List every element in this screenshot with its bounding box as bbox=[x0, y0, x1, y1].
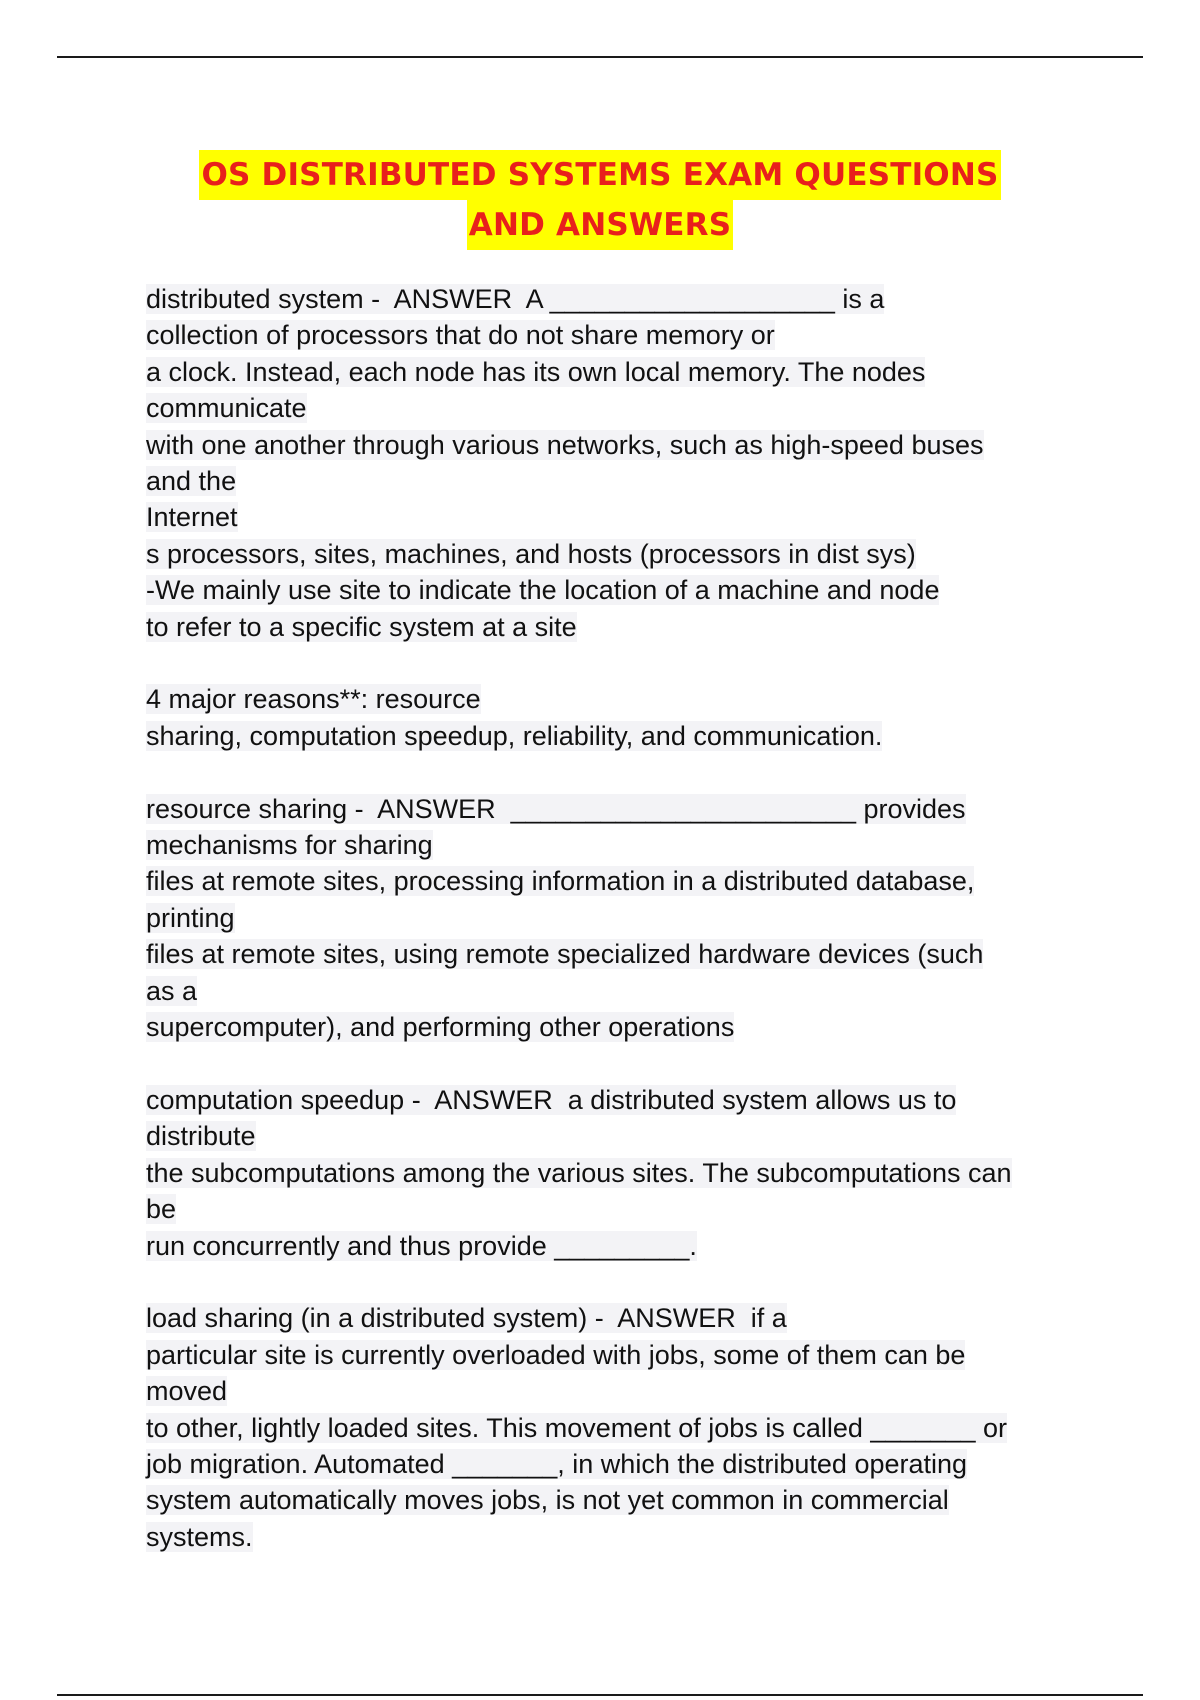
text-line: files at remote sites, processing information in a distributed database, bbox=[146, 866, 975, 897]
title-line-1: OS DISTRIBUTED SYSTEMS EXAM QUESTIONS bbox=[199, 150, 1000, 200]
text-line: the subcomputations among the various sites. The subcomputations can bbox=[146, 1157, 1012, 1188]
text-line: distribute bbox=[146, 1121, 256, 1152]
text-line: mechanisms for sharing bbox=[146, 830, 433, 861]
text-line: computation speedup - ANSWER a distributed system allows us to bbox=[146, 1084, 957, 1115]
text-line: with one another through various networks, such as high-speed buses bbox=[146, 429, 984, 460]
qa-paragraph-distributed-system bbox=[146, 281, 1066, 645]
qa-paragraph-resource-sharing bbox=[146, 791, 1066, 1046]
text-line: particular site is currently overloaded with jobs, some of them can be bbox=[146, 1339, 966, 1370]
text-line: resource sharing - ANSWER _______________________ provides bbox=[146, 793, 966, 824]
text-line: supercomputer), and performing other operations bbox=[146, 1012, 735, 1043]
text-line: to other, lightly loaded sites. This movement of jobs is called _______ or bbox=[146, 1412, 1007, 1443]
text-line: 4 major reasons**: resource bbox=[146, 684, 481, 715]
text-line: Internet bbox=[146, 502, 238, 533]
top-rule bbox=[57, 56, 1143, 58]
qa-paragraph-major-reasons bbox=[146, 681, 1066, 754]
text-line: printing bbox=[146, 902, 235, 933]
text-line: be bbox=[146, 1194, 177, 1225]
text-line: and the bbox=[146, 466, 237, 497]
bottom-rule bbox=[57, 1694, 1143, 1696]
title-line-2: AND ANSWERS bbox=[467, 200, 734, 250]
text-line: distributed system - ANSWER A ___________________ is a bbox=[146, 284, 885, 314]
text-line: to refer to a specific system at a site bbox=[146, 611, 577, 642]
document-body bbox=[146, 281, 1066, 1592]
text-line: as a bbox=[146, 975, 198, 1006]
text-line: load sharing (in a distributed system) - ANSWER if a bbox=[146, 1303, 787, 1334]
document-title bbox=[0, 150, 1200, 250]
text-line: files at remote sites, using remote specialized hardware devices (such bbox=[146, 939, 984, 970]
text-line: a clock. Instead, each node has its own local memory. The nodes bbox=[146, 356, 926, 387]
qa-paragraph-computation-speedup bbox=[146, 1082, 1066, 1264]
text-line: s processors, sites, machines, and hosts (processors in dist sys) bbox=[146, 538, 916, 569]
text-line: -We mainly use site to indicate the location of a machine and node bbox=[146, 575, 940, 606]
qa-paragraph-load-sharing bbox=[146, 1300, 1066, 1555]
text-line: job migration. Automated _______, in which the distributed operating bbox=[146, 1448, 968, 1479]
text-line: moved bbox=[146, 1376, 228, 1407]
text-line: sharing, computation speedup, reliability, and communication. bbox=[146, 720, 883, 751]
text-line: collection of processors that do not share memory or bbox=[146, 320, 775, 351]
text-line: system automatically moves jobs, is not yet common in commercial bbox=[146, 1485, 949, 1516]
text-line: communicate bbox=[146, 393, 307, 424]
text-line: systems. bbox=[146, 1521, 253, 1552]
text-line: run concurrently and thus provide _________. bbox=[146, 1230, 697, 1261]
